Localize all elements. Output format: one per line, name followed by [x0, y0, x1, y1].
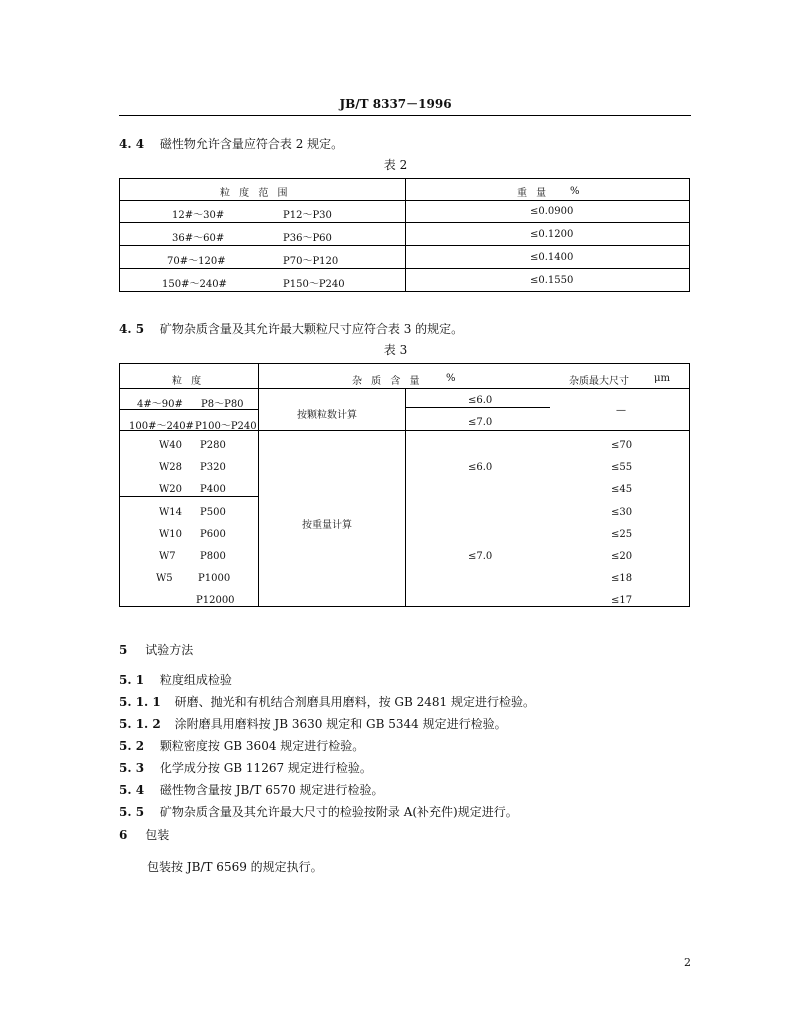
- table3-count-value: ≤6.0: [468, 395, 493, 406]
- table3-weight-size: ≤17: [611, 595, 633, 606]
- clause-text: 涂附磨具用磨料按 JB 3630 规定和 GB 5344 规定进行检验。: [174, 717, 507, 731]
- table3-head-grain: 粒 度: [172, 376, 205, 387]
- table2-row-p: P36～P60: [283, 233, 332, 244]
- section-5: [119, 641, 193, 658]
- table3-weight-w: W5: [156, 573, 173, 584]
- table3-weight-size: ≤30: [611, 507, 633, 518]
- table2-row-grit: 12#～30#: [172, 210, 225, 221]
- clause-number: 4. 4: [119, 137, 145, 151]
- table2-head-unit: %: [570, 186, 580, 197]
- section-text: 试验方法: [145, 643, 194, 657]
- table2-row-value: ≤0.1550: [530, 275, 574, 286]
- clause-number: 5. 1. 1: [119, 695, 161, 709]
- clause-number: 5. 2: [119, 739, 145, 753]
- clause-5-1-2: [119, 715, 507, 732]
- table3-head-um: μm: [654, 373, 670, 384]
- clause-text: 颗粒密度按 GB 3604 规定进行检验。: [159, 739, 365, 753]
- table3-weight-p: P1000: [198, 573, 231, 584]
- page-number: 2: [684, 956, 691, 969]
- table3-weight-w: W7: [159, 551, 176, 562]
- table3-weight-size: ≤18: [611, 573, 633, 584]
- table2-head-range: 粒 度 范 围: [220, 188, 291, 199]
- table3-weight-w: W10: [159, 529, 183, 540]
- table2-row-grit: 36#～60#: [172, 233, 225, 244]
- clause-5-3: [119, 759, 372, 776]
- clause-text: 矿物杂质含量及其允许最大颗粒尺寸应符合表 3 的规定。: [159, 322, 464, 336]
- table3-weight-p: P280: [200, 440, 226, 451]
- table3-count-size: —: [616, 405, 626, 416]
- table2-row-value: ≤0.1400: [530, 252, 574, 263]
- table2-row-p: P150～P240: [283, 279, 345, 290]
- table3-head-pct: %: [446, 373, 456, 384]
- section-number: 6: [119, 828, 128, 842]
- clause-text: 研磨、抛光和有机结合剂磨具用磨料，按 GB 2481 规定进行检验。: [174, 695, 535, 709]
- table3-weight-p: P400: [200, 484, 226, 495]
- table3-caption: 表 3: [383, 343, 408, 357]
- section-6: [119, 826, 169, 843]
- packing-text: 包装按 JB/T 6569 的规定执行。: [147, 860, 323, 874]
- table3-head-maxsize: 杂质最大尺寸: [569, 376, 629, 387]
- table2-row-value: ≤0.0900: [530, 206, 574, 217]
- table3-count-p: P8～P80: [201, 399, 244, 410]
- table3-weight-size: ≤20: [611, 551, 633, 562]
- clause-5-1-1: [119, 693, 535, 710]
- clause-4-4: [119, 135, 343, 152]
- table2-caption: 表 2: [383, 158, 408, 172]
- table3-weight-w: W14: [159, 507, 183, 518]
- table3-count-p: P100～P240: [195, 421, 257, 432]
- table3-weight-p: P500: [200, 507, 226, 518]
- table3-weight-w: W40: [159, 440, 183, 451]
- table3-weight-p: P600: [200, 529, 226, 540]
- clause-text: 化学成分按 GB 11267 规定进行检验。: [159, 761, 372, 775]
- table3-count-method: 按颗粒数计算: [297, 410, 357, 421]
- document-header: JB/T 8337－1996: [339, 97, 452, 111]
- table3-count-grit: 100#～240#: [129, 421, 194, 432]
- table3-weight-size: ≤70: [611, 440, 633, 451]
- table3-weight-value-b: ≤7.0: [468, 551, 493, 562]
- clause-text: 磁性物含量按 JB/T 6570 规定进行检验。: [159, 783, 384, 797]
- clause-5-2: [119, 737, 364, 754]
- table3-weight-p: P800: [200, 551, 226, 562]
- table3-count-value: ≤7.0: [468, 417, 493, 428]
- clause-number: 5. 5: [119, 805, 145, 819]
- clause-number: 5. 1. 2: [119, 717, 161, 731]
- table2-head-weight: 重 量: [517, 188, 550, 199]
- table3-count-grit: 4#～90#: [137, 399, 183, 410]
- table2-row-grit: 150#～240#: [162, 279, 227, 290]
- clause-number: 5. 4: [119, 783, 145, 797]
- table3-weight-size: ≤45: [611, 484, 633, 495]
- table3-weight-p: P12000: [196, 595, 235, 606]
- clause-number: 4. 5: [119, 322, 145, 336]
- clause-text: 矿物杂质含量及其允许最大尺寸的检验按附录 A(补充件)规定进行。: [159, 805, 518, 819]
- table2-row-grit: 70#～120#: [167, 256, 226, 267]
- clause-text: 磁性物允许含量应符合表 2 规定。: [159, 137, 344, 151]
- table2-row-p: P12～P30: [283, 210, 332, 221]
- table3-weight-w: W20: [159, 484, 183, 495]
- table3-weight-method: 按重量计算: [302, 520, 352, 531]
- clause-number: 5. 3: [119, 761, 145, 775]
- table3-weight-value-a: ≤6.0: [468, 462, 493, 473]
- table3-head-content: 杂 质 含 量: [352, 376, 423, 387]
- clause-5-4: [119, 781, 384, 798]
- table2-row-p: P70～P120: [283, 256, 339, 267]
- section-text: 包装: [145, 828, 170, 842]
- table3-weight-size: ≤25: [611, 529, 633, 540]
- section-number: 5: [119, 643, 128, 657]
- clause-5-1: [119, 671, 232, 688]
- clause-5-5: [119, 803, 518, 820]
- header-rule: [119, 115, 691, 116]
- table3-weight-w: W28: [159, 462, 183, 473]
- clause-number: 5. 1: [119, 673, 145, 687]
- table3-weight-size: ≤55: [611, 462, 633, 473]
- table3-weight-p: P320: [200, 462, 226, 473]
- clause-4-5: [119, 320, 463, 337]
- clause-text: 粒度组成检验: [159, 673, 232, 687]
- table2-row-value: ≤0.1200: [530, 229, 574, 240]
